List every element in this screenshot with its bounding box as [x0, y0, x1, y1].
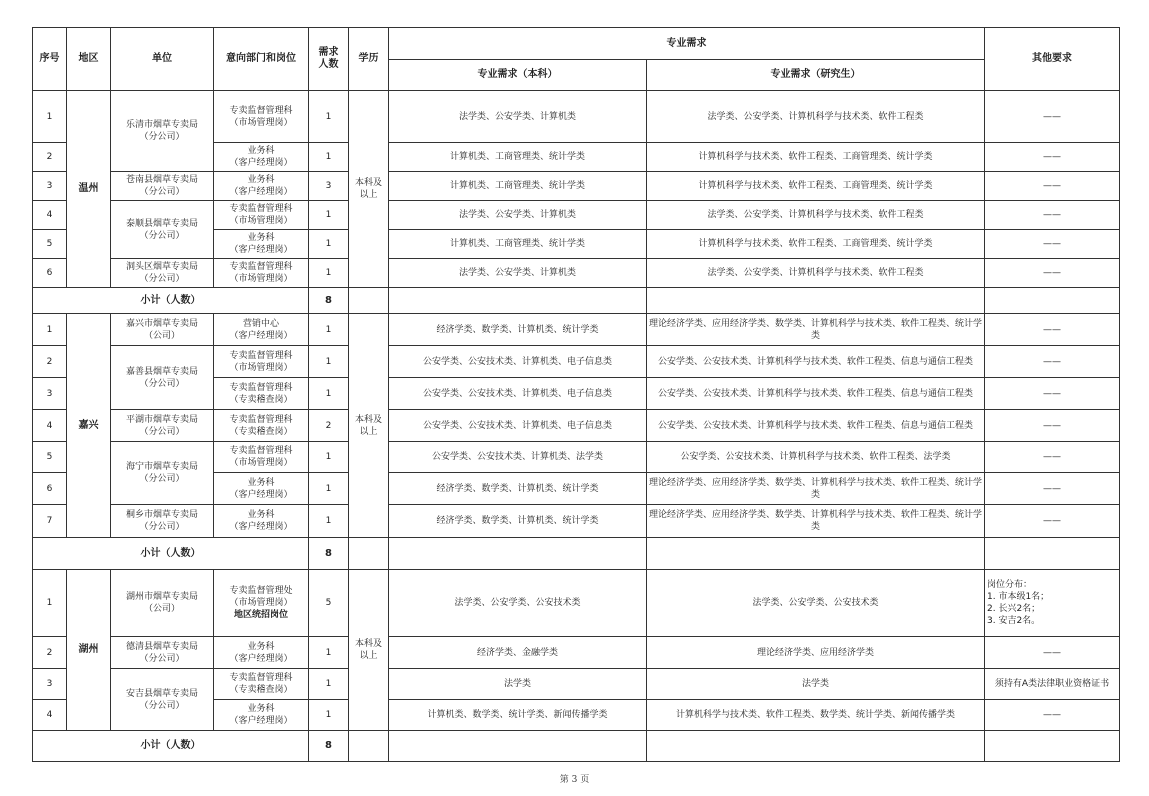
table-row: 6 洞头区烟草专卖局 （分公司） 专卖监督管理科 （市场管理岗） 1 法学类、公安学类、计算机类 法学类、公安学类、计算机科学与技术类、软件工程类 ——: [33, 259, 1120, 288]
table-row: 4 平湖市烟草专卖局 （分公司） 专卖监督管理科 （专卖稽查岗） 2 公安学类、公安技术类、计算机类、电子信息类 公安学类、公安技术类、计算机科学与技术类、软件工程类、信息与通信工程类 ——: [33, 410, 1120, 442]
education-cell: 本科及 以上: [349, 314, 389, 538]
subtotal-label: 小计（人数）: [33, 538, 309, 570]
dept-cell: 业务科 （客户经理岗）: [214, 700, 309, 731]
unit-cell: 平湖市烟草专卖局 （分公司）: [111, 410, 214, 442]
dept-cell: 专卖监督管理科 （市场管理岗）: [214, 442, 309, 473]
table-row: 5 业务科 （客户经理岗） 1 计算机类、工商管理类、统计学类 计算机科学与技术类、软件工程类、工商管理类、统计学类 ——: [33, 230, 1120, 259]
unit-cell: 洞头区烟草专卖局 （分公司）: [111, 259, 214, 288]
subtotal-value: 8: [309, 538, 349, 570]
table-row: 4 业务科 （客户经理岗） 1 计算机类、数学类、统计学类、新闻传播学类 计算机科学与技术类、软件工程类、数学类、统计学类、新闻传播学类 ——: [33, 700, 1120, 731]
header-major-graduate: 专业需求（研究生）: [647, 60, 985, 91]
unit-cell: 苍南县烟草专卖局 （分公司）: [111, 172, 214, 201]
other-requirements: 岗位分布： 1. 市本级1名； 2. 长兴2名； 3. 安吉2名。: [985, 570, 1120, 637]
table-row: 5 海宁市烟草专卖局 （分公司） 专卖监督管理科 （市场管理岗） 1 公安学类、公安技术类、计算机类、法学类 公安学类、公安技术类、计算机科学与技术类、软件工程类、法学类 ——: [33, 442, 1120, 473]
table-row: 7 桐乡市烟草专卖局 （分公司） 业务科 （客户经理岗） 1 经济学类、数学类、计算机类、统计学类 理论经济学类、应用经济学类、数学类、计算机科学与技术类、软件工程类、统计学类 ——: [33, 505, 1120, 538]
table-row: 1 嘉兴 嘉兴市烟草专卖局 （公司） 营销中心 （客户经理岗） 1 本科及 以上 经济学类、数学类、计算机类、统计学类 理论经济学类、应用经济学类、数学类、计算机科学与技术类、软件工程类、统计学类 ——: [33, 314, 1120, 346]
unit-cell: 湖州市烟草专卖局 （公司）: [111, 570, 214, 637]
header-education: 学历: [349, 28, 389, 91]
subtotal-value: 8: [309, 731, 349, 762]
subtotal-value: 8: [309, 288, 349, 314]
table-row: 2 业务科 （客户经理岗） 1 计算机类、工商管理类、统计学类 计算机科学与技术类、软件工程类、工商管理类、统计学类 ——: [33, 143, 1120, 172]
dept-cell: 业务科 （客户经理岗）: [214, 637, 309, 669]
education-cell: 本科及 以上: [349, 570, 389, 731]
header-unit: 单位: [111, 28, 214, 91]
dept-cell: 业务科 （客户经理岗）: [214, 473, 309, 505]
dept-cell: 专卖监督管理科 （专卖稽查岗）: [214, 378, 309, 410]
header-seq: 序号: [33, 28, 67, 91]
dept-cell: 专卖监督管理科 （市场管理岗）: [214, 91, 309, 143]
table-row: 3 专卖监督管理科 （专卖稽查岗） 1 公安学类、公安技术类、计算机类、电子信息类 公安学类、公安技术类、计算机科学与技术类、软件工程类、信息与通信工程类 ——: [33, 378, 1120, 410]
dept-cell: 业务科 （客户经理岗）: [214, 172, 309, 201]
table-row: 1 湖州 湖州市烟草专卖局 （公司） 专卖监督管理处 （市场管理岗） 地区统招岗位 5 本科及 以上 法学类、公安学类、公安技术类 法学类、公安学类、公安技术类 岗位分布： 1. 市本级1名； 2. 长兴2名； 3. 安吉2名。: [33, 570, 1120, 637]
unit-cell: 桐乡市烟草专卖局 （分公司）: [111, 505, 214, 538]
header-dept: 意向部门和岗位: [214, 28, 309, 91]
header-major-bachelor: 专业需求（本科）: [389, 60, 647, 91]
subtotal-label: 小计（人数）: [33, 288, 309, 314]
region-cell: 温州: [67, 91, 111, 288]
unit-cell: 乐清市烟草专卖局 （分公司）: [111, 91, 214, 172]
dept-cell: 专卖监督管理科 （市场管理岗）: [214, 346, 309, 378]
other-requirements: 须持有A类法律职业资格证书: [985, 669, 1120, 700]
header-other: 其他要求: [985, 28, 1120, 91]
subtotal-row: [33, 731, 1120, 762]
table-row: 2 嘉善县烟草专卖局 （分公司） 专卖监督管理科 （市场管理岗） 1 公安学类、公安技术类、计算机类、电子信息类 公安学类、公安技术类、计算机科学与技术类、软件工程类、信息与通信工程类 ——: [33, 346, 1120, 378]
dept-cell: 业务科 （客户经理岗）: [214, 143, 309, 172]
table-row: 3 苍南县烟草专卖局 （分公司） 业务科 （客户经理岗） 3 计算机类、工商管理类、统计学类 计算机科学与技术类、软件工程类、工商管理类、统计学类 ——: [33, 172, 1120, 201]
unit-cell: 德清县烟草专卖局 （分公司）: [111, 637, 214, 669]
unit-cell: 海宁市烟草专卖局 （分公司）: [111, 442, 214, 505]
header-major: 专业需求: [389, 28, 985, 60]
subtotal-row: [33, 538, 1120, 570]
dept-cell: 专卖监督管理科 （市场管理岗）: [214, 259, 309, 288]
table-row: 6 业务科 （客户经理岗） 1 经济学类、数学类、计算机类、统计学类 理论经济学类、应用经济学类、数学类、计算机科学与技术类、软件工程类、统计学类 ——: [33, 473, 1120, 505]
unit-cell: 安吉县烟草专卖局 （分公司）: [111, 669, 214, 731]
recruitment-table: [32, 27, 1120, 762]
subtotal-label: 小计（人数）: [33, 731, 309, 762]
table-row: 2 德清县烟草专卖局 （分公司） 业务科 （客户经理岗） 1 经济学类、金融学类 理论经济学类、应用经济学类 ——: [33, 637, 1120, 669]
dept-cell: 业务科 （客户经理岗）: [214, 230, 309, 259]
dept-cell: 专卖监督管理科 （市场管理岗）: [214, 201, 309, 230]
subtotal-row: [33, 288, 1120, 314]
dept-cell: 业务科 （客户经理岗）: [214, 505, 309, 538]
page-number: 第 3 页: [559, 775, 590, 785]
region-cell: 嘉兴: [67, 314, 111, 538]
unit-cell: 嘉善县烟草专卖局 （分公司）: [111, 346, 214, 410]
table-row: 3 安吉县烟草专卖局 （分公司） 专卖监督管理科 （专卖稽查岗） 1 法学类 法学类 须持有A类法律职业资格证书: [33, 669, 1120, 700]
unit-cell: 嘉兴市烟草专卖局 （公司）: [111, 314, 214, 346]
unit-cell: 泰顺县烟草专卖局 （分公司）: [111, 201, 214, 259]
dept-cell: 专卖监督管理科 （专卖稽查岗）: [214, 410, 309, 442]
dept-cell: 专卖监督管理处 （市场管理岗） 地区统招岗位: [214, 570, 309, 637]
dept-cell: 专卖监督管理科 （专卖稽查岗）: [214, 669, 309, 700]
table-row: 1 温州 乐清市烟草专卖局 （分公司） 专卖监督管理科 （市场管理岗） 1 本科及 以上 法学类、公安学类、计算机类 法学类、公安学类、计算机科学与技术类、软件工程类 ——: [33, 91, 1120, 143]
dept-cell: 营销中心 （客户经理岗）: [214, 314, 309, 346]
region-cell: 湖州: [67, 570, 111, 731]
header-region: 地区: [67, 28, 111, 91]
header-demand: 需求 人数: [309, 28, 349, 91]
table-row: 4 泰顺县烟草专卖局 （分公司） 专卖监督管理科 （市场管理岗） 1 法学类、公安学类、计算机类 法学类、公安学类、计算机科学与技术类、软件工程类 ——: [33, 201, 1120, 230]
education-cell: 本科及 以上: [349, 91, 389, 288]
